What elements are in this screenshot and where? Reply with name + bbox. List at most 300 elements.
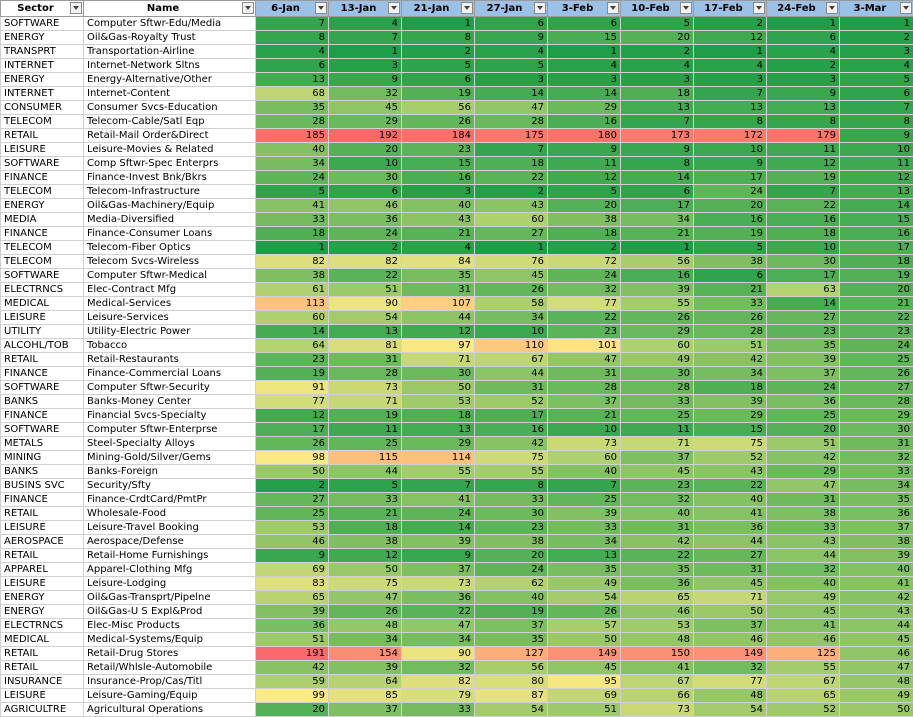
rank-cell[interactable]: 25 xyxy=(840,353,913,367)
rank-cell[interactable]: 47 xyxy=(767,479,840,493)
rank-cell[interactable]: 28 xyxy=(475,115,548,129)
rank-cell[interactable]: 58 xyxy=(475,297,548,311)
sector-cell[interactable]: SOFTWARE xyxy=(1,17,84,31)
rank-cell[interactable]: 25 xyxy=(548,493,621,507)
rank-cell[interactable]: 7 xyxy=(475,143,548,157)
rank-cell[interactable]: 16 xyxy=(621,269,694,283)
rank-cell[interactable]: 30 xyxy=(329,171,402,185)
rank-cell[interactable]: 44 xyxy=(840,619,913,633)
rank-cell[interactable]: 28 xyxy=(256,115,329,129)
column-header-name[interactable] xyxy=(84,1,256,17)
rank-cell[interactable]: 5 xyxy=(329,479,402,493)
rank-cell[interactable]: 66 xyxy=(621,689,694,703)
rank-cell[interactable]: 34 xyxy=(256,157,329,171)
name-cell[interactable]: Energy-Alternative/Other xyxy=(84,73,256,87)
rank-cell[interactable]: 48 xyxy=(694,689,767,703)
rank-cell[interactable]: 4 xyxy=(840,59,913,73)
name-cell[interactable]: Media-Diversified xyxy=(84,213,256,227)
rank-cell[interactable]: 9 xyxy=(329,73,402,87)
rank-cell[interactable]: 44 xyxy=(767,549,840,563)
rank-cell[interactable]: 55 xyxy=(767,661,840,675)
rank-cell[interactable]: 3 xyxy=(767,73,840,87)
rank-cell[interactable]: 3 xyxy=(402,185,475,199)
rank-cell[interactable]: 57 xyxy=(548,619,621,633)
rank-cell[interactable]: 34 xyxy=(402,633,475,647)
rank-cell[interactable]: 47 xyxy=(402,619,475,633)
rank-cell[interactable]: 83 xyxy=(256,577,329,591)
rank-cell[interactable]: 26 xyxy=(329,605,402,619)
sector-cell[interactable]: MINING xyxy=(1,451,84,465)
rank-cell[interactable]: 19 xyxy=(402,87,475,101)
rank-cell[interactable]: 31 xyxy=(694,563,767,577)
rank-cell[interactable]: 20 xyxy=(256,703,329,717)
rank-cell[interactable]: 34 xyxy=(621,213,694,227)
rank-cell[interactable]: 29 xyxy=(548,101,621,115)
rank-cell[interactable]: 22 xyxy=(475,171,548,185)
rank-cell[interactable]: 49 xyxy=(548,577,621,591)
rank-cell[interactable]: 47 xyxy=(548,353,621,367)
rank-cell[interactable]: 16 xyxy=(840,227,913,241)
rank-cell[interactable]: 31 xyxy=(329,353,402,367)
rank-cell[interactable]: 33 xyxy=(840,465,913,479)
rank-cell[interactable]: 51 xyxy=(256,633,329,647)
rank-cell[interactable]: 40 xyxy=(840,563,913,577)
name-cell[interactable]: Banks-Foreign xyxy=(84,465,256,479)
rank-cell[interactable]: 37 xyxy=(694,619,767,633)
rank-cell[interactable]: 82 xyxy=(256,255,329,269)
rank-cell[interactable]: 99 xyxy=(256,689,329,703)
rank-cell[interactable]: 33 xyxy=(402,703,475,717)
rank-cell[interactable]: 5 xyxy=(402,59,475,73)
rank-cell[interactable]: 21 xyxy=(329,507,402,521)
rank-cell[interactable]: 8 xyxy=(402,31,475,45)
sector-cell[interactable]: ELECTRNCS xyxy=(1,283,84,297)
rank-cell[interactable]: 36 xyxy=(694,521,767,535)
rank-cell[interactable]: 32 xyxy=(548,283,621,297)
rank-cell[interactable]: 19 xyxy=(329,409,402,423)
rank-cell[interactable]: 15 xyxy=(402,157,475,171)
rank-cell[interactable]: 56 xyxy=(475,661,548,675)
rank-cell[interactable]: 71 xyxy=(694,591,767,605)
sector-cell[interactable]: MEDICAL xyxy=(1,297,84,311)
rank-cell[interactable]: 90 xyxy=(402,647,475,661)
rank-cell[interactable]: 54 xyxy=(475,703,548,717)
rank-cell[interactable]: 14 xyxy=(767,297,840,311)
rank-cell[interactable]: 4 xyxy=(694,59,767,73)
rank-cell[interactable]: 43 xyxy=(402,213,475,227)
rank-cell[interactable]: 33 xyxy=(329,493,402,507)
rank-cell[interactable]: 17 xyxy=(840,241,913,255)
rank-cell[interactable]: 8 xyxy=(475,479,548,493)
rank-cell[interactable]: 67 xyxy=(475,353,548,367)
rank-cell[interactable]: 7 xyxy=(548,479,621,493)
rank-cell[interactable]: 40 xyxy=(694,493,767,507)
sector-cell[interactable]: ELECTRNCS xyxy=(1,619,84,633)
rank-cell[interactable]: 26 xyxy=(402,115,475,129)
rank-cell[interactable]: 15 xyxy=(548,31,621,45)
rank-cell[interactable]: 35 xyxy=(621,563,694,577)
rank-cell[interactable]: 85 xyxy=(329,689,402,703)
rank-cell[interactable]: 2 xyxy=(402,45,475,59)
rank-cell[interactable]: 71 xyxy=(402,353,475,367)
rank-cell[interactable]: 3 xyxy=(621,73,694,87)
filter-dropdown-icon[interactable] xyxy=(242,2,254,14)
rank-cell[interactable]: 31 xyxy=(475,381,548,395)
rank-cell[interactable]: 24 xyxy=(767,381,840,395)
rank-cell[interactable]: 67 xyxy=(767,675,840,689)
rank-cell[interactable]: 31 xyxy=(840,437,913,451)
rank-cell[interactable]: 185 xyxy=(256,129,329,143)
rank-cell[interactable]: 39 xyxy=(621,283,694,297)
name-cell[interactable]: Telecom-Cable/Satl Eqp xyxy=(84,115,256,129)
sector-cell[interactable]: ENERGY xyxy=(1,605,84,619)
rank-cell[interactable]: 25 xyxy=(329,437,402,451)
filter-dropdown-icon[interactable] xyxy=(826,2,838,14)
rank-cell[interactable]: 45 xyxy=(329,101,402,115)
name-cell[interactable]: Tobacco xyxy=(84,339,256,353)
sector-cell[interactable]: RETAIL xyxy=(1,549,84,563)
rank-cell[interactable]: 77 xyxy=(694,675,767,689)
rank-cell[interactable]: 18 xyxy=(329,521,402,535)
sector-cell[interactable]: TELECOM xyxy=(1,185,84,199)
rank-cell[interactable]: 37 xyxy=(621,451,694,465)
rank-cell[interactable]: 6 xyxy=(402,73,475,87)
rank-cell[interactable]: 50 xyxy=(840,703,913,717)
rank-cell[interactable]: 26 xyxy=(475,283,548,297)
sector-cell[interactable]: FINANCE xyxy=(1,409,84,423)
rank-cell[interactable]: 98 xyxy=(256,451,329,465)
rank-cell[interactable]: 26 xyxy=(621,311,694,325)
rank-cell[interactable]: 56 xyxy=(402,101,475,115)
rank-cell[interactable]: 46 xyxy=(767,633,840,647)
rank-cell[interactable]: 35 xyxy=(767,339,840,353)
rank-cell[interactable]: 38 xyxy=(548,213,621,227)
rank-cell[interactable]: 29 xyxy=(840,409,913,423)
rank-cell[interactable]: 38 xyxy=(767,507,840,521)
rank-cell[interactable]: 39 xyxy=(694,395,767,409)
rank-cell[interactable]: 45 xyxy=(548,661,621,675)
rank-cell[interactable]: 52 xyxy=(694,451,767,465)
filter-dropdown-icon[interactable] xyxy=(534,2,546,14)
rank-cell[interactable]: 20 xyxy=(767,423,840,437)
rank-cell[interactable]: 8 xyxy=(840,115,913,129)
name-cell[interactable]: Retail-Home Furnishings xyxy=(84,549,256,563)
rank-cell[interactable]: 72 xyxy=(548,255,621,269)
rank-cell[interactable]: 80 xyxy=(475,675,548,689)
rank-cell[interactable]: 71 xyxy=(621,437,694,451)
rank-cell[interactable]: 23 xyxy=(767,325,840,339)
rank-cell[interactable]: 10 xyxy=(548,423,621,437)
name-cell[interactable]: Medical-Systems/Equip xyxy=(84,633,256,647)
sector-cell[interactable]: TELECOM xyxy=(1,255,84,269)
rank-cell[interactable]: 29 xyxy=(694,409,767,423)
rank-cell[interactable]: 6 xyxy=(256,59,329,73)
name-cell[interactable]: Financial Svcs-Specialty xyxy=(84,409,256,423)
rank-cell[interactable]: 6 xyxy=(548,17,621,31)
rank-cell[interactable]: 40 xyxy=(256,143,329,157)
column-header-date[interactable] xyxy=(475,1,548,17)
rank-cell[interactable]: 22 xyxy=(694,479,767,493)
sector-cell[interactable]: FINANCE xyxy=(1,367,84,381)
name-cell[interactable]: Aerospace/Defense xyxy=(84,535,256,549)
rank-cell[interactable]: 84 xyxy=(402,255,475,269)
rank-cell[interactable]: 31 xyxy=(767,493,840,507)
rank-cell[interactable]: 5 xyxy=(621,17,694,31)
rank-cell[interactable]: 42 xyxy=(256,661,329,675)
rank-cell[interactable]: 13 xyxy=(840,185,913,199)
sector-cell[interactable]: MEDICAL xyxy=(1,633,84,647)
rank-cell[interactable]: 51 xyxy=(767,437,840,451)
rank-cell[interactable]: 13 xyxy=(329,325,402,339)
rank-cell[interactable]: 12 xyxy=(840,171,913,185)
sector-cell[interactable]: AGRICULTRE xyxy=(1,703,84,717)
rank-cell[interactable]: 50 xyxy=(329,563,402,577)
rank-cell[interactable]: 23 xyxy=(840,325,913,339)
rank-cell[interactable]: 41 xyxy=(840,577,913,591)
name-cell[interactable]: Internet-Network Sltns xyxy=(84,59,256,73)
name-cell[interactable]: Internet-Content xyxy=(84,87,256,101)
rank-cell[interactable]: 2 xyxy=(840,31,913,45)
rank-cell[interactable]: 25 xyxy=(767,409,840,423)
name-cell[interactable]: Retail/Whlsle-Automobile xyxy=(84,661,256,675)
rank-cell[interactable]: 12 xyxy=(329,549,402,563)
rank-cell[interactable]: 16 xyxy=(402,171,475,185)
rank-cell[interactable]: 26 xyxy=(840,367,913,381)
rank-cell[interactable]: 13 xyxy=(402,423,475,437)
column-header-date[interactable] xyxy=(256,1,329,17)
name-cell[interactable]: Oil&Gas-Machinery/Equip xyxy=(84,199,256,213)
name-cell[interactable]: Leisure-Movies & Related xyxy=(84,143,256,157)
sector-cell[interactable]: SOFTWARE xyxy=(1,423,84,437)
rank-cell[interactable]: 149 xyxy=(694,647,767,661)
rank-cell[interactable]: 101 xyxy=(548,339,621,353)
rank-cell[interactable]: 51 xyxy=(329,283,402,297)
rank-cell[interactable]: 9 xyxy=(256,549,329,563)
rank-cell[interactable]: 36 xyxy=(256,619,329,633)
rank-cell[interactable]: 46 xyxy=(621,605,694,619)
rank-cell[interactable]: 38 xyxy=(840,535,913,549)
rank-cell[interactable]: 22 xyxy=(840,311,913,325)
rank-cell[interactable]: 47 xyxy=(329,591,402,605)
rank-cell[interactable]: 31 xyxy=(548,367,621,381)
rank-cell[interactable]: 5 xyxy=(548,185,621,199)
rank-cell[interactable]: 43 xyxy=(840,605,913,619)
rank-cell[interactable]: 44 xyxy=(402,311,475,325)
name-cell[interactable]: Finance-CrdtCard/PmtPr xyxy=(84,493,256,507)
rank-cell[interactable]: 22 xyxy=(621,549,694,563)
sector-cell[interactable]: RETAIL xyxy=(1,353,84,367)
rank-cell[interactable]: 65 xyxy=(767,689,840,703)
rank-cell[interactable]: 23 xyxy=(548,325,621,339)
rank-cell[interactable]: 23 xyxy=(402,143,475,157)
rank-cell[interactable]: 17 xyxy=(767,269,840,283)
name-cell[interactable]: Telecom-Infrastructure xyxy=(84,185,256,199)
rank-cell[interactable]: 13 xyxy=(767,101,840,115)
rank-cell[interactable]: 2 xyxy=(548,241,621,255)
rank-cell[interactable]: 33 xyxy=(548,521,621,535)
rank-cell[interactable]: 12 xyxy=(694,31,767,45)
rank-cell[interactable]: 1 xyxy=(329,45,402,59)
rank-cell[interactable]: 42 xyxy=(694,353,767,367)
rank-cell[interactable]: 4 xyxy=(256,45,329,59)
rank-cell[interactable]: 43 xyxy=(475,199,548,213)
sector-cell[interactable]: RETAIL xyxy=(1,647,84,661)
rank-cell[interactable]: 38 xyxy=(329,535,402,549)
rank-cell[interactable]: 60 xyxy=(256,311,329,325)
sector-cell[interactable]: INTERNET xyxy=(1,87,84,101)
rank-cell[interactable]: 31 xyxy=(621,521,694,535)
rank-cell[interactable]: 38 xyxy=(694,255,767,269)
rank-cell[interactable]: 24 xyxy=(548,269,621,283)
rank-cell[interactable]: 12 xyxy=(548,171,621,185)
rank-cell[interactable]: 60 xyxy=(621,339,694,353)
rank-cell[interactable]: 9 xyxy=(402,549,475,563)
filter-dropdown-icon[interactable] xyxy=(753,2,765,14)
rank-cell[interactable]: 4 xyxy=(621,59,694,73)
rank-cell[interactable]: 71 xyxy=(329,395,402,409)
rank-cell[interactable]: 7 xyxy=(402,479,475,493)
rank-cell[interactable]: 7 xyxy=(621,115,694,129)
rank-cell[interactable]: 110 xyxy=(475,339,548,353)
rank-cell[interactable]: 8 xyxy=(767,115,840,129)
name-cell[interactable]: Medical-Services xyxy=(84,297,256,311)
rank-cell[interactable]: 35 xyxy=(475,633,548,647)
rank-cell[interactable]: 50 xyxy=(402,381,475,395)
rank-cell[interactable]: 34 xyxy=(840,479,913,493)
rank-cell[interactable]: 55 xyxy=(621,297,694,311)
rank-cell[interactable]: 42 xyxy=(767,451,840,465)
sector-cell[interactable]: LEISURE xyxy=(1,689,84,703)
rank-cell[interactable]: 4 xyxy=(475,45,548,59)
rank-cell[interactable]: 77 xyxy=(548,297,621,311)
rank-cell[interactable]: 25 xyxy=(621,409,694,423)
name-cell[interactable]: Wholesale-Food xyxy=(84,507,256,521)
sector-cell[interactable]: ENERGY xyxy=(1,591,84,605)
name-cell[interactable]: Finance-Commercial Loans xyxy=(84,367,256,381)
rank-cell[interactable]: 28 xyxy=(329,367,402,381)
rank-cell[interactable]: 82 xyxy=(329,255,402,269)
rank-cell[interactable]: 17 xyxy=(694,171,767,185)
rank-cell[interactable]: 39 xyxy=(256,605,329,619)
rank-cell[interactable]: 14 xyxy=(621,171,694,185)
rank-cell[interactable]: 37 xyxy=(329,703,402,717)
rank-cell[interactable]: 45 xyxy=(475,269,548,283)
rank-cell[interactable]: 49 xyxy=(767,591,840,605)
rank-cell[interactable]: 9 xyxy=(767,87,840,101)
rank-cell[interactable]: 184 xyxy=(402,129,475,143)
name-cell[interactable]: Computer Sftwr-Security xyxy=(84,381,256,395)
rank-cell[interactable]: 33 xyxy=(256,213,329,227)
rank-cell[interactable]: 27 xyxy=(256,493,329,507)
rank-cell[interactable]: 41 xyxy=(694,507,767,521)
rank-cell[interactable]: 150 xyxy=(621,647,694,661)
rank-cell[interactable]: 7 xyxy=(256,17,329,31)
rank-cell[interactable]: 12 xyxy=(256,409,329,423)
rank-cell[interactable]: 107 xyxy=(402,297,475,311)
rank-cell[interactable]: 64 xyxy=(256,339,329,353)
rank-cell[interactable]: 30 xyxy=(840,423,913,437)
rank-cell[interactable]: 69 xyxy=(256,563,329,577)
rank-cell[interactable]: 27 xyxy=(694,549,767,563)
rank-cell[interactable]: 18 xyxy=(621,87,694,101)
rank-cell[interactable]: 18 xyxy=(475,157,548,171)
name-cell[interactable]: Utility-Electric Power xyxy=(84,325,256,339)
rank-cell[interactable]: 8 xyxy=(256,31,329,45)
rank-cell[interactable]: 37 xyxy=(402,563,475,577)
rank-cell[interactable]: 21 xyxy=(621,227,694,241)
rank-cell[interactable]: 45 xyxy=(840,633,913,647)
rank-cell[interactable]: 19 xyxy=(256,367,329,381)
name-cell[interactable]: Agricultural Operations xyxy=(84,703,256,717)
name-cell[interactable]: Leisure-Services xyxy=(84,311,256,325)
rank-cell[interactable]: 6 xyxy=(694,269,767,283)
rank-cell[interactable]: 10 xyxy=(840,143,913,157)
rank-cell[interactable]: 40 xyxy=(475,591,548,605)
rank-cell[interactable]: 75 xyxy=(694,437,767,451)
name-cell[interactable]: Security/Sfty xyxy=(84,479,256,493)
rank-cell[interactable]: 2 xyxy=(621,45,694,59)
sector-cell[interactable]: BANKS xyxy=(1,465,84,479)
column-header-date[interactable] xyxy=(402,1,475,17)
rank-cell[interactable]: 59 xyxy=(256,675,329,689)
rank-cell[interactable]: 29 xyxy=(402,437,475,451)
rank-cell[interactable]: 29 xyxy=(767,465,840,479)
name-cell[interactable]: Oil&Gas-Royalty Trust xyxy=(84,31,256,45)
rank-cell[interactable]: 76 xyxy=(475,255,548,269)
rank-cell[interactable]: 21 xyxy=(402,227,475,241)
rank-cell[interactable]: 4 xyxy=(548,59,621,73)
rank-cell[interactable]: 32 xyxy=(767,563,840,577)
rank-cell[interactable]: 18 xyxy=(256,227,329,241)
rank-cell[interactable]: 75 xyxy=(329,577,402,591)
filter-dropdown-icon[interactable] xyxy=(900,2,912,14)
rank-cell[interactable]: 60 xyxy=(548,451,621,465)
sector-cell[interactable]: TRANSPRT xyxy=(1,45,84,59)
rank-cell[interactable]: 1 xyxy=(621,241,694,255)
rank-cell[interactable]: 24 xyxy=(840,339,913,353)
name-cell[interactable]: Consumer Svcs-Education xyxy=(84,101,256,115)
rank-cell[interactable]: 14 xyxy=(256,325,329,339)
rank-cell[interactable]: 173 xyxy=(621,129,694,143)
rank-cell[interactable]: 9 xyxy=(548,143,621,157)
rank-cell[interactable]: 19 xyxy=(840,269,913,283)
rank-cell[interactable]: 5 xyxy=(840,73,913,87)
rank-cell[interactable]: 19 xyxy=(694,227,767,241)
rank-cell[interactable]: 60 xyxy=(475,213,548,227)
rank-cell[interactable]: 15 xyxy=(694,423,767,437)
rank-cell[interactable]: 48 xyxy=(840,675,913,689)
name-cell[interactable]: Retail-Restaurants xyxy=(84,353,256,367)
rank-cell[interactable]: 35 xyxy=(256,101,329,115)
rank-cell[interactable]: 33 xyxy=(767,521,840,535)
name-cell[interactable]: Oil&Gas-U S Expl&Prod xyxy=(84,605,256,619)
rank-cell[interactable]: 35 xyxy=(548,563,621,577)
rank-cell[interactable]: 9 xyxy=(840,129,913,143)
rank-cell[interactable]: 23 xyxy=(256,353,329,367)
rank-cell[interactable]: 52 xyxy=(475,395,548,409)
rank-cell[interactable]: 52 xyxy=(767,703,840,717)
rank-cell[interactable]: 53 xyxy=(621,619,694,633)
rank-cell[interactable]: 36 xyxy=(621,577,694,591)
rank-cell[interactable]: 47 xyxy=(840,661,913,675)
rank-cell[interactable]: 127 xyxy=(475,647,548,661)
name-cell[interactable]: Telecom-Fiber Optics xyxy=(84,241,256,255)
rank-cell[interactable]: 90 xyxy=(329,297,402,311)
rank-cell[interactable]: 27 xyxy=(475,227,548,241)
name-cell[interactable]: Telecom Svcs-Wireless xyxy=(84,255,256,269)
column-header-date[interactable] xyxy=(621,1,694,17)
rank-cell[interactable]: 7 xyxy=(329,31,402,45)
